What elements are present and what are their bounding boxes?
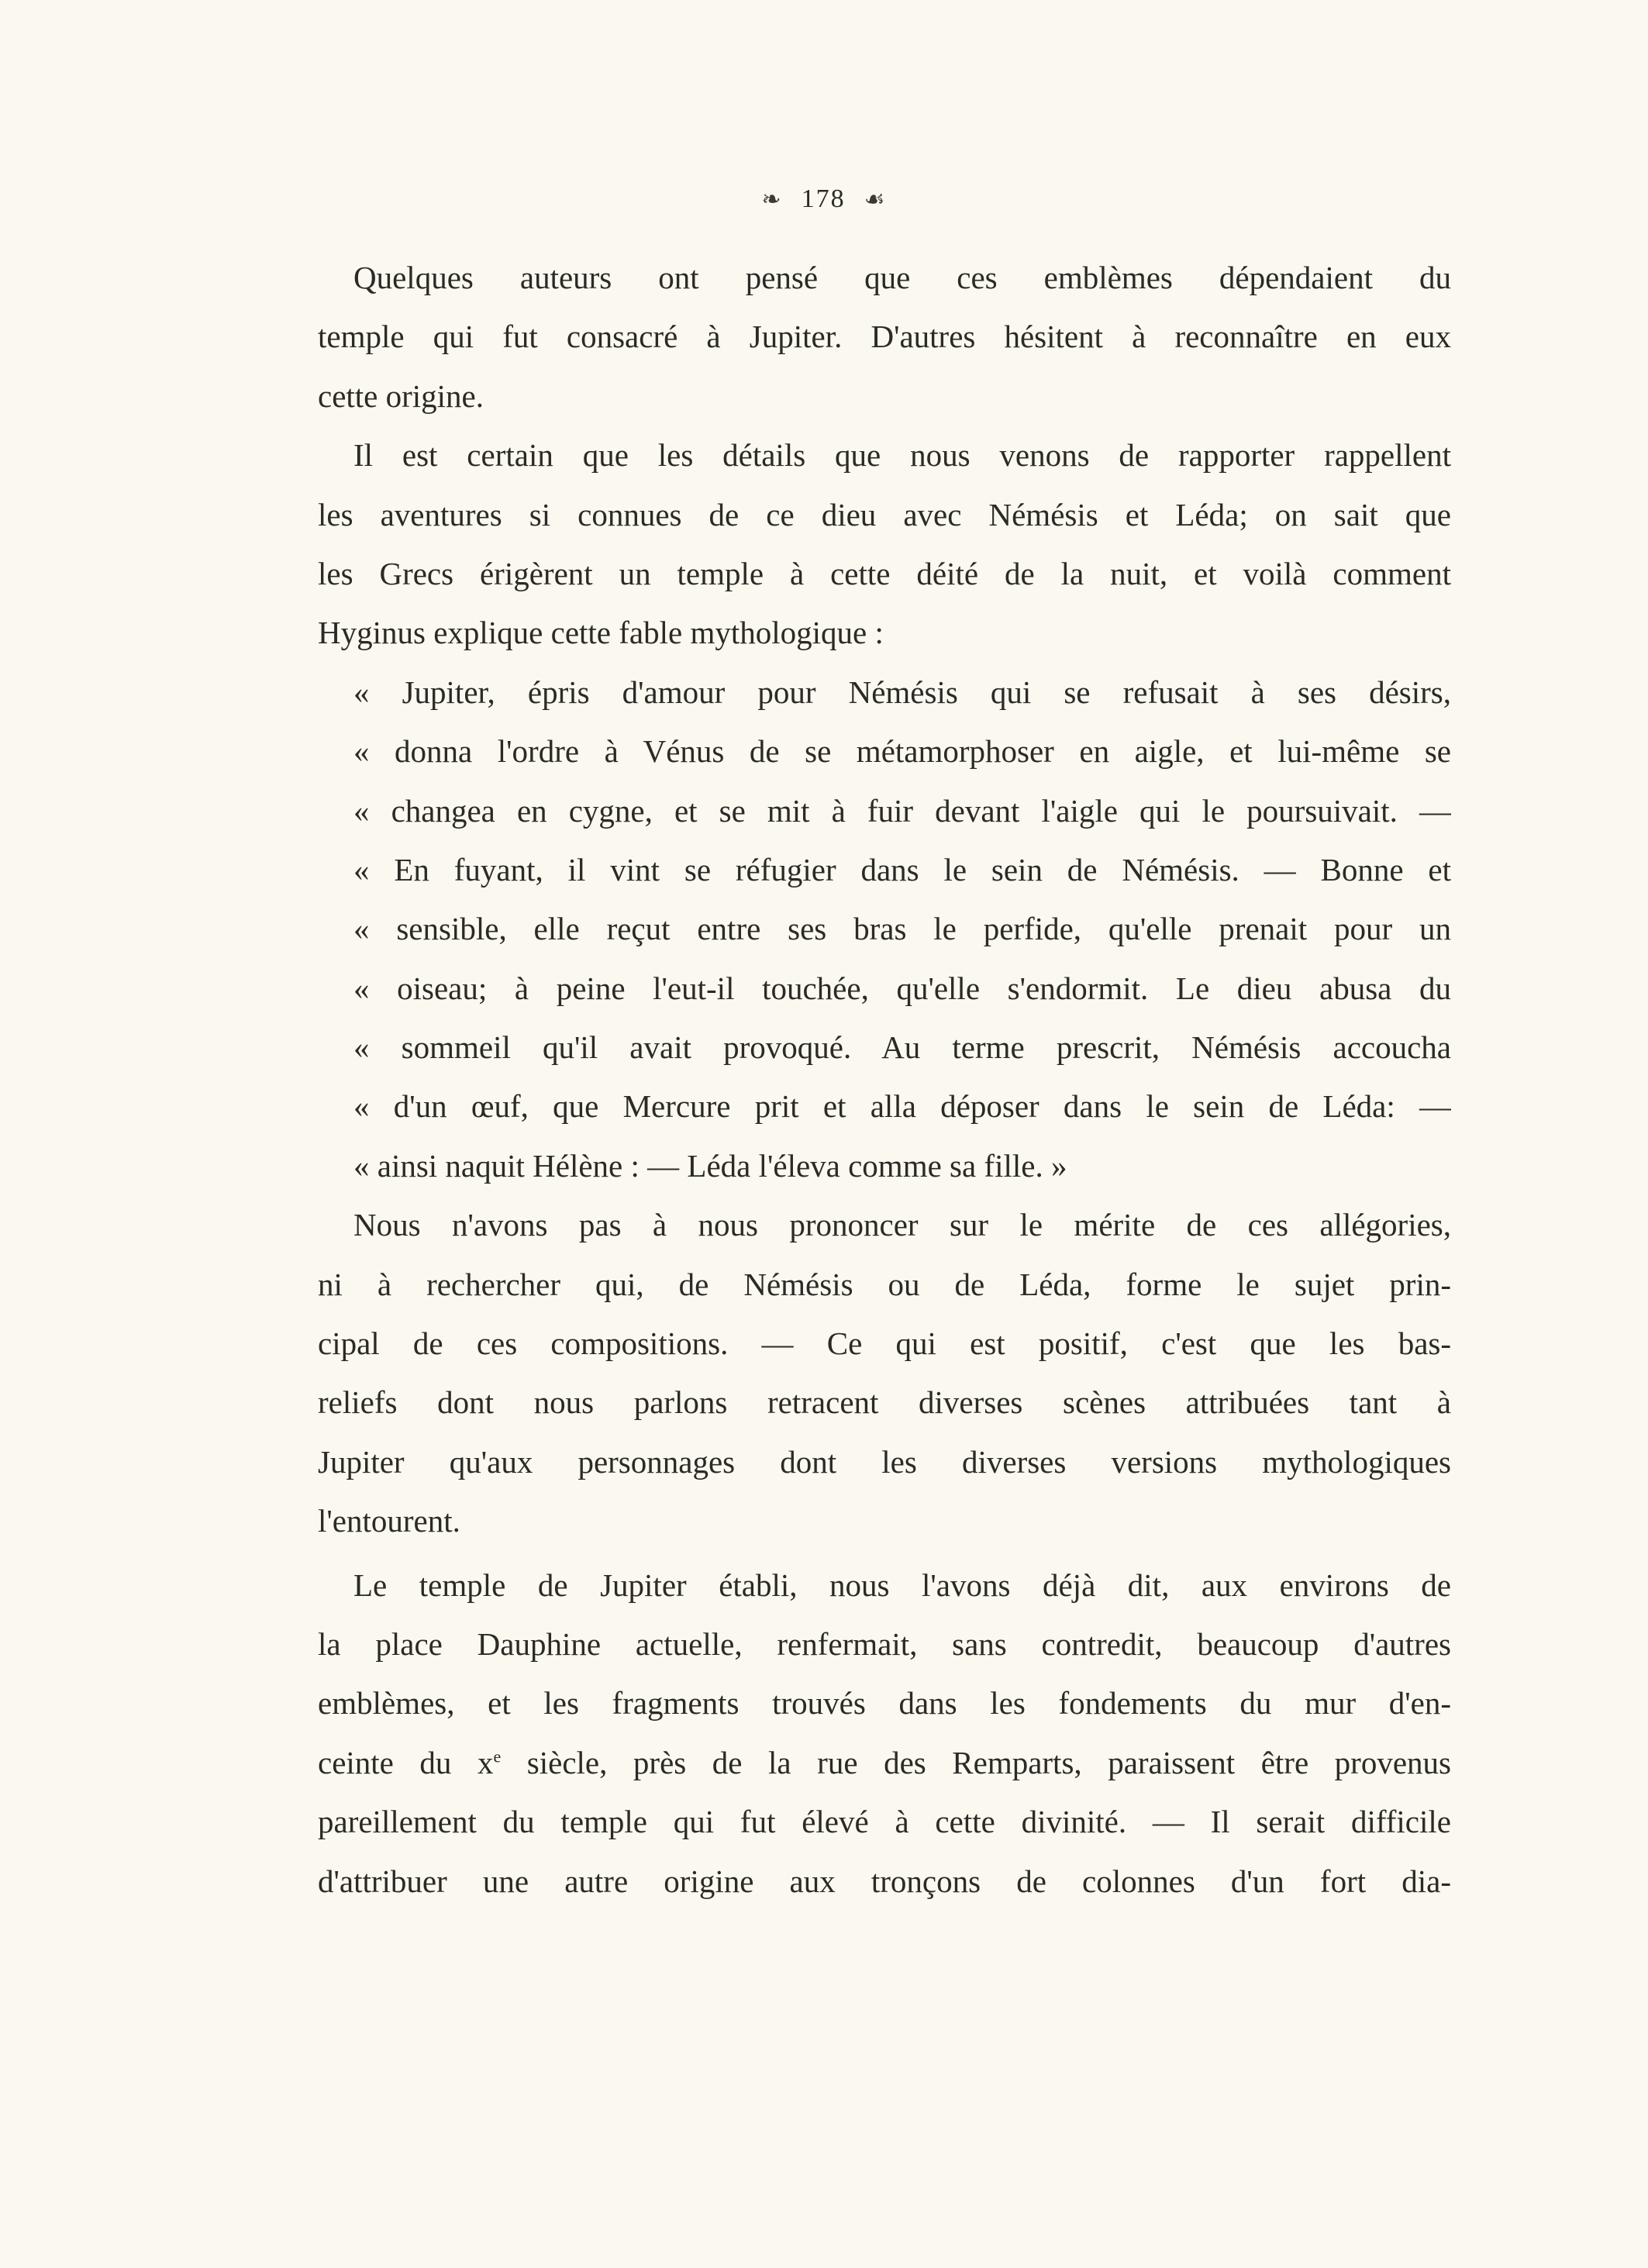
body-text bbox=[318, 248, 1451, 1911]
quote-line: « d'un œuf, que Mercure prit et alla déposer dans le sein de Léda: — bbox=[353, 1088, 1451, 1125]
text-line: emblèmes, et les fragments trouvés dans les fondements du mur d'en- bbox=[318, 1685, 1451, 1722]
text-line: pareillement du temple qui fut élevé à cette divinité. — Il serait difficile bbox=[318, 1804, 1451, 1840]
ornament-right-icon: ☙ bbox=[864, 187, 887, 212]
quote-line: « sensible, elle reçut entre ses bras le perfide, qu'elle prenait pour un bbox=[353, 911, 1451, 947]
text-line: Il est certain que les détails que nous venons de rapporter rappellent bbox=[353, 437, 1451, 474]
quote-line: « ainsi naquit Hélène : — Léda l'éleva comme sa fille. » bbox=[353, 1147, 1067, 1184]
text-line: Jupiter qu'aux personnages dont les diverses versions mythologiques bbox=[318, 1443, 1451, 1480]
text-line: d'attribuer une autre origine aux tronçons de colonnes d'un fort dia- bbox=[318, 1863, 1451, 1899]
text-line: ni à rechercher qui, de Némésis ou de Léda, forme le sujet prin- bbox=[318, 1266, 1451, 1302]
text-line: Hyginus explique cette fable mythologique : bbox=[318, 615, 884, 651]
text-line: cipal de ces compositions. — Ce qui est positif, c'est que les bas- bbox=[318, 1325, 1451, 1362]
text-line: Nous n'avons pas à nous prononcer sur le mérite de ces allégories, bbox=[353, 1207, 1451, 1243]
text-line: cette origine. bbox=[318, 377, 484, 414]
text-line: Quelques auteurs ont pensé que ces emblèmes dépendaient du bbox=[353, 260, 1451, 295]
quote-line: « donna l'ordre à Vénus de se métamorphoser en aigle, et lui-même se bbox=[353, 733, 1451, 770]
text-segment: ceinte du x bbox=[318, 1744, 494, 1780]
superscript: e bbox=[493, 1746, 502, 1766]
quote-line: « changea en cygne, et se mit à fuir devant l'aigle qui le poursuivait. — bbox=[353, 792, 1451, 829]
text-segment: siècle, près de la rue des Remparts, paraissent être provenus bbox=[501, 1744, 1451, 1780]
text-line: les aventures si connues de ce dieu avec Némésis et Léda; on sait que bbox=[318, 496, 1451, 533]
text-line: reliefs dont nous parlons retracent diverses scènes attribuées tant à bbox=[318, 1384, 1451, 1421]
text-line: temple qui fut consacré à Jupiter. D'autres hésitent à reconnaître en eux bbox=[318, 319, 1451, 355]
page-header bbox=[0, 184, 1648, 214]
page-number: 178 bbox=[801, 184, 846, 213]
quote-line: « En fuyant, il vint se réfugier dans le sein de Némésis. — Bonne et bbox=[353, 851, 1451, 888]
text-line: Le temple de Jupiter établi, nous l'avons déjà dit, aux environs de bbox=[353, 1567, 1451, 1603]
text-line: les Grecs érigèrent un temple à cette déité de la nuit, et voilà comment bbox=[318, 555, 1451, 591]
quote-line: « Jupiter, épris d'amour pour Némésis qui se refusait à ses désirs, bbox=[353, 674, 1451, 710]
text-line: la place Dauphine actuelle, renfermait, sans contredit, beaucoup d'autres bbox=[318, 1625, 1451, 1662]
ornament-left-icon: ❧ bbox=[761, 187, 783, 212]
quote-line: « oiseau; à peine l'eut-il touchée, qu'elle s'endormit. Le dieu abusa du bbox=[353, 970, 1451, 1006]
text-line: l'entourent. bbox=[318, 1503, 460, 1539]
quote-line: « sommeil qu'il avait provoqué. Au terme prescrit, Némésis accoucha bbox=[353, 1029, 1451, 1066]
text-line-with-superscript bbox=[318, 1733, 1451, 1792]
